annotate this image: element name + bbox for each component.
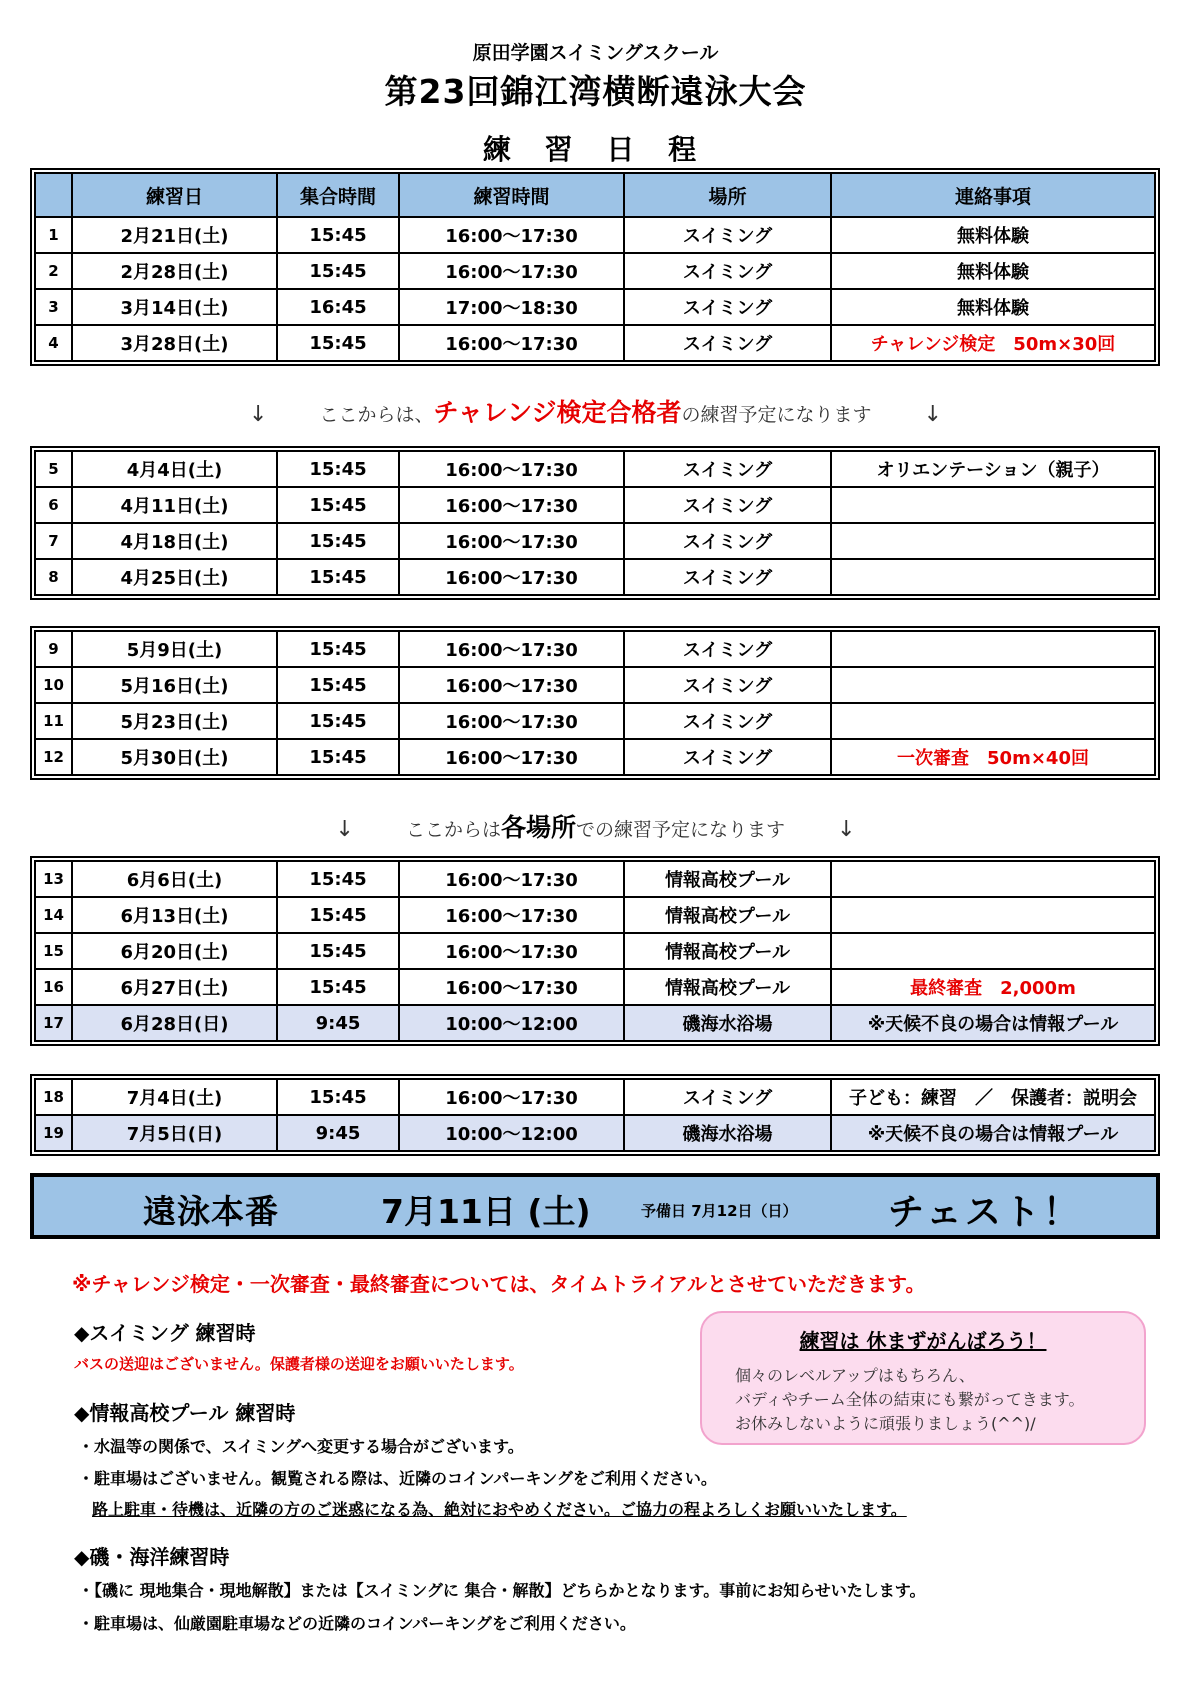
cell-no: 5 (35, 451, 72, 487)
cell-place: スイミング (624, 325, 831, 361)
cell-gather: 15:45 (277, 559, 399, 595)
schedule-table (34, 450, 1156, 596)
table-row (35, 1005, 1155, 1041)
pool-line-2: ・駐車場はございません。観覧される際は、近隣のコインパーキングをご利用ください。 (78, 1469, 717, 1488)
cell-gather: 16:45 (277, 289, 399, 325)
cell-no: 18 (35, 1079, 72, 1115)
table-row (35, 739, 1155, 775)
cell-gather: 15:45 (277, 969, 399, 1005)
cell-time: 16:00〜17:30 (399, 253, 624, 289)
cell-no: 16 (35, 969, 72, 1005)
cell-place: 磯海水浴場 (624, 1005, 831, 1041)
cell-time: 16:00〜17:30 (399, 1079, 624, 1115)
cell-gather: 15:45 (277, 523, 399, 559)
cell-no: 15 (35, 933, 72, 969)
cell-note: 無料体験 (831, 253, 1155, 289)
main-event-date: 7月11日 (土) (381, 1192, 591, 1231)
schedule-table (34, 1078, 1156, 1152)
main-event-banner (30, 1173, 1160, 1239)
cell-no: 4 (35, 325, 72, 361)
cell-date: 6月6日(土) (72, 861, 277, 897)
cell-gather: 15:45 (277, 861, 399, 897)
cell-no: 7 (35, 523, 72, 559)
encouragement-box (700, 1311, 1146, 1445)
pool-line-1: ・水温等の関係で、スイミングへ変更する場合がございます。 (78, 1437, 524, 1456)
cell-no: 6 (35, 487, 72, 523)
cell-note: 一次審査 50m×40回 (831, 739, 1155, 775)
school-name: 原田学園スイミングスクール (472, 42, 719, 64)
table-row (35, 897, 1155, 933)
cell-place: スイミング (624, 667, 831, 703)
cell-gather: 15:45 (277, 631, 399, 667)
cell-time: 17:00〜18:30 (399, 289, 624, 325)
column-header-no (35, 173, 72, 217)
cell-note: 無料体験 (831, 289, 1155, 325)
cell-place: スイミング (624, 217, 831, 253)
cell-gather: 15:45 (277, 739, 399, 775)
cell-no: 3 (35, 289, 72, 325)
table-row (35, 253, 1155, 289)
cell-date: 4月4日(土) (72, 451, 277, 487)
cell-gather: 15:45 (277, 667, 399, 703)
cell-time: 16:00〜17:30 (399, 487, 624, 523)
divider-text-pre: ここからは、 (319, 404, 434, 426)
table-header-row (35, 173, 1155, 217)
schedule-table-group-4 (30, 856, 1160, 1046)
cell-note (831, 897, 1155, 933)
cell-time: 16:00〜17:30 (399, 559, 624, 595)
cell-place: スイミング (624, 703, 831, 739)
cell-place: スイミング (624, 253, 831, 289)
table-row (35, 289, 1155, 325)
cell-date: 4月18日(土) (72, 523, 277, 559)
cell-time: 16:00〜17:30 (399, 631, 624, 667)
cell-no: 14 (35, 897, 72, 933)
cell-gather: 15:45 (277, 217, 399, 253)
cell-gather: 15:45 (277, 325, 399, 361)
cell-date: 3月14日(土) (72, 289, 277, 325)
column-header-time: 練習時間 (399, 173, 624, 217)
cell-note (831, 933, 1155, 969)
cell-time: 16:00〜17:30 (399, 897, 624, 933)
cell-no: 10 (35, 667, 72, 703)
cell-time: 16:00〜17:30 (399, 217, 624, 253)
cell-no: 19 (35, 1115, 72, 1151)
cell-date: 6月13日(土) (72, 897, 277, 933)
cell-date: 6月27日(土) (72, 969, 277, 1005)
cell-place: スイミング (624, 739, 831, 775)
cell-time: 16:00〜17:30 (399, 933, 624, 969)
section-heading-pool: ◆情報高校プール 練習時 (74, 1401, 296, 1425)
cell-no: 17 (35, 1005, 72, 1041)
cell-date: 6月28日(日) (72, 1005, 277, 1041)
cell-place: 磯海水浴場 (624, 1115, 831, 1151)
divider-emphasis: 各場所 (500, 813, 576, 842)
cell-time: 16:00〜17:30 (399, 523, 624, 559)
cheer-text: チェスト！ (888, 1192, 1082, 1233)
cell-date: 6月20日(土) (72, 933, 277, 969)
cell-note: オリエンテーション（親子） (831, 451, 1155, 487)
table-row (35, 487, 1155, 523)
cell-place: スイミング (624, 1079, 831, 1115)
divider-locations (0, 808, 1191, 844)
cell-date: 3月28日(土) (72, 325, 277, 361)
cell-note (831, 559, 1155, 595)
cell-no: 9 (35, 631, 72, 667)
cell-time: 16:00〜17:30 (399, 739, 624, 775)
main-event-label: 遠泳本番 (143, 1192, 279, 1231)
cell-place: スイミング (624, 289, 831, 325)
cell-place: スイミング (624, 487, 831, 523)
cell-no: 2 (35, 253, 72, 289)
schedule-table-group-3 (30, 626, 1160, 780)
cell-place: 情報高校プール (624, 897, 831, 933)
divider-text-post: の練習予定になります (681, 404, 872, 426)
encouragement-line-3: お休みしないように頑張りましょう(^^)/ (735, 1414, 1036, 1433)
cell-no: 13 (35, 861, 72, 897)
cell-gather: 9:45 (277, 1005, 399, 1041)
spare-date: 予備日 7月12日（日） (641, 1202, 798, 1220)
table-row (35, 933, 1155, 969)
cell-no: 11 (35, 703, 72, 739)
cell-note: ※天候不良の場合は情報プール (831, 1005, 1155, 1041)
down-arrow-icon: ↓ (837, 817, 856, 842)
cell-time: 16:00〜17:30 (399, 703, 624, 739)
table-row (35, 559, 1155, 595)
table-row (35, 861, 1155, 897)
table-row (35, 1079, 1155, 1115)
table-row (35, 667, 1155, 703)
cell-date: 2月21日(土) (72, 217, 277, 253)
cell-place: スイミング (624, 523, 831, 559)
section-heading-sea: ◆磯・海洋練習時 (74, 1545, 230, 1569)
divider-emphasis: チャレンジ検定合格者 (433, 398, 682, 427)
cell-time: 16:00〜17:30 (399, 969, 624, 1005)
sea-line-2: ・駐車場は、仙厳園駐車場などの近隣のコインパーキングをご利用ください。 (78, 1614, 636, 1633)
cell-time: 16:00〜17:30 (399, 667, 624, 703)
cell-place: スイミング (624, 559, 831, 595)
cell-time: 10:00〜12:00 (399, 1115, 624, 1151)
cell-gather: 9:45 (277, 1115, 399, 1151)
schedule-table-group-5 (30, 1074, 1160, 1156)
cell-date: 5月30日(土) (72, 739, 277, 775)
divider-text-post: での練習予定になります (576, 819, 786, 841)
schedule-heading: 練 習 日 程 (482, 133, 709, 166)
table-row (35, 631, 1155, 667)
divider-challenge (0, 393, 1191, 429)
cell-note: ※天候不良の場合は情報プール (831, 1115, 1155, 1151)
cell-place: スイミング (624, 631, 831, 667)
cell-date: 4月25日(土) (72, 559, 277, 595)
schedule-table (34, 630, 1156, 776)
section-heading-swimming: ◆スイミング 練習時 (74, 1321, 256, 1345)
column-header-gather: 集合時間 (277, 173, 399, 217)
cell-note: 最終審査 2,000m (831, 969, 1155, 1005)
cell-place: 情報高校プール (624, 933, 831, 969)
table-row (35, 703, 1155, 739)
time-trial-note: ※チャレンジ検定・一次審査・最終審査については、タイムトライアルとさせていただきます。 (72, 1272, 926, 1296)
down-arrow-icon: ↓ (248, 402, 268, 427)
cell-date: 5月16日(土) (72, 667, 277, 703)
cell-date: 2月28日(土) (72, 253, 277, 289)
swimming-note: バスの送迎はございません。保護者様の送迎をお願いいたします。 (74, 1355, 524, 1373)
cell-time: 16:00〜17:30 (399, 861, 624, 897)
cell-no: 8 (35, 559, 72, 595)
cell-place: 情報高校プール (624, 969, 831, 1005)
table-row (35, 523, 1155, 559)
cell-gather: 15:45 (277, 1079, 399, 1115)
column-header-note: 連絡事項 (831, 173, 1155, 217)
cell-time: 16:00〜17:30 (399, 325, 624, 361)
cell-date: 7月5日(日) (72, 1115, 277, 1151)
cell-gather: 15:45 (277, 933, 399, 969)
table-row (35, 451, 1155, 487)
cell-place: スイミング (624, 451, 831, 487)
encouragement-line-2: バディやチーム全体の結束にも繋がってきます。 (735, 1390, 1085, 1409)
cell-gather: 15:45 (277, 703, 399, 739)
cell-gather: 15:45 (277, 897, 399, 933)
schedule-table-group-1 (30, 168, 1160, 366)
cell-note (831, 631, 1155, 667)
cell-note: 子ども：練習 ／ 保護者：説明会 (831, 1079, 1155, 1115)
cell-gather: 15:45 (277, 451, 399, 487)
cell-note (831, 523, 1155, 559)
encouragement-heading: 練習は 休まずがんばろう！ (799, 1329, 1047, 1353)
table-row (35, 1115, 1155, 1151)
cell-gather: 15:45 (277, 253, 399, 289)
cell-note (831, 703, 1155, 739)
cell-date: 4月11日(土) (72, 487, 277, 523)
cell-note: 無料体験 (831, 217, 1155, 253)
down-arrow-icon: ↓ (923, 402, 943, 427)
table-row (35, 325, 1155, 361)
cell-time: 10:00〜12:00 (399, 1005, 624, 1041)
table-row (35, 217, 1155, 253)
down-arrow-icon: ↓ (335, 817, 354, 842)
divider-text-pre: ここからは (405, 819, 501, 841)
schedule-table-group-2 (30, 446, 1160, 600)
pool-line-3: 路上駐車・待機は、近隣の方のご迷惑になる為、絶対におやめください。ご協力の程よろしくお願いいたします。 (92, 1500, 907, 1519)
cell-note (831, 861, 1155, 897)
cell-gather: 15:45 (277, 487, 399, 523)
column-header-date: 練習日 (72, 173, 277, 217)
cell-no: 12 (35, 739, 72, 775)
cell-note (831, 487, 1155, 523)
cell-date: 7月4日(土) (72, 1079, 277, 1115)
encouragement-line-1: 個々のレベルアップはもちろん、 (735, 1366, 975, 1385)
cell-date: 5月23日(土) (72, 703, 277, 739)
sea-line-1: ・【磯に 現地集合・現地解散】または【スイミングに 集合・解散】どちらかとなります。事前にお知らせいたします。 (78, 1581, 926, 1600)
schedule-table (34, 172, 1156, 362)
cell-note: チャレンジ検定 50m×30回 (831, 325, 1155, 361)
table-row (35, 969, 1155, 1005)
schedule-table (34, 860, 1156, 1042)
column-header-place: 場所 (624, 173, 831, 217)
cell-place: 情報高校プール (624, 861, 831, 897)
cell-time: 16:00〜17:30 (399, 451, 624, 487)
cell-no: 1 (35, 217, 72, 253)
page-title: 第23回錦江湾横断遠泳大会 (384, 72, 807, 111)
cell-note (831, 667, 1155, 703)
cell-date: 5月9日(土) (72, 631, 277, 667)
